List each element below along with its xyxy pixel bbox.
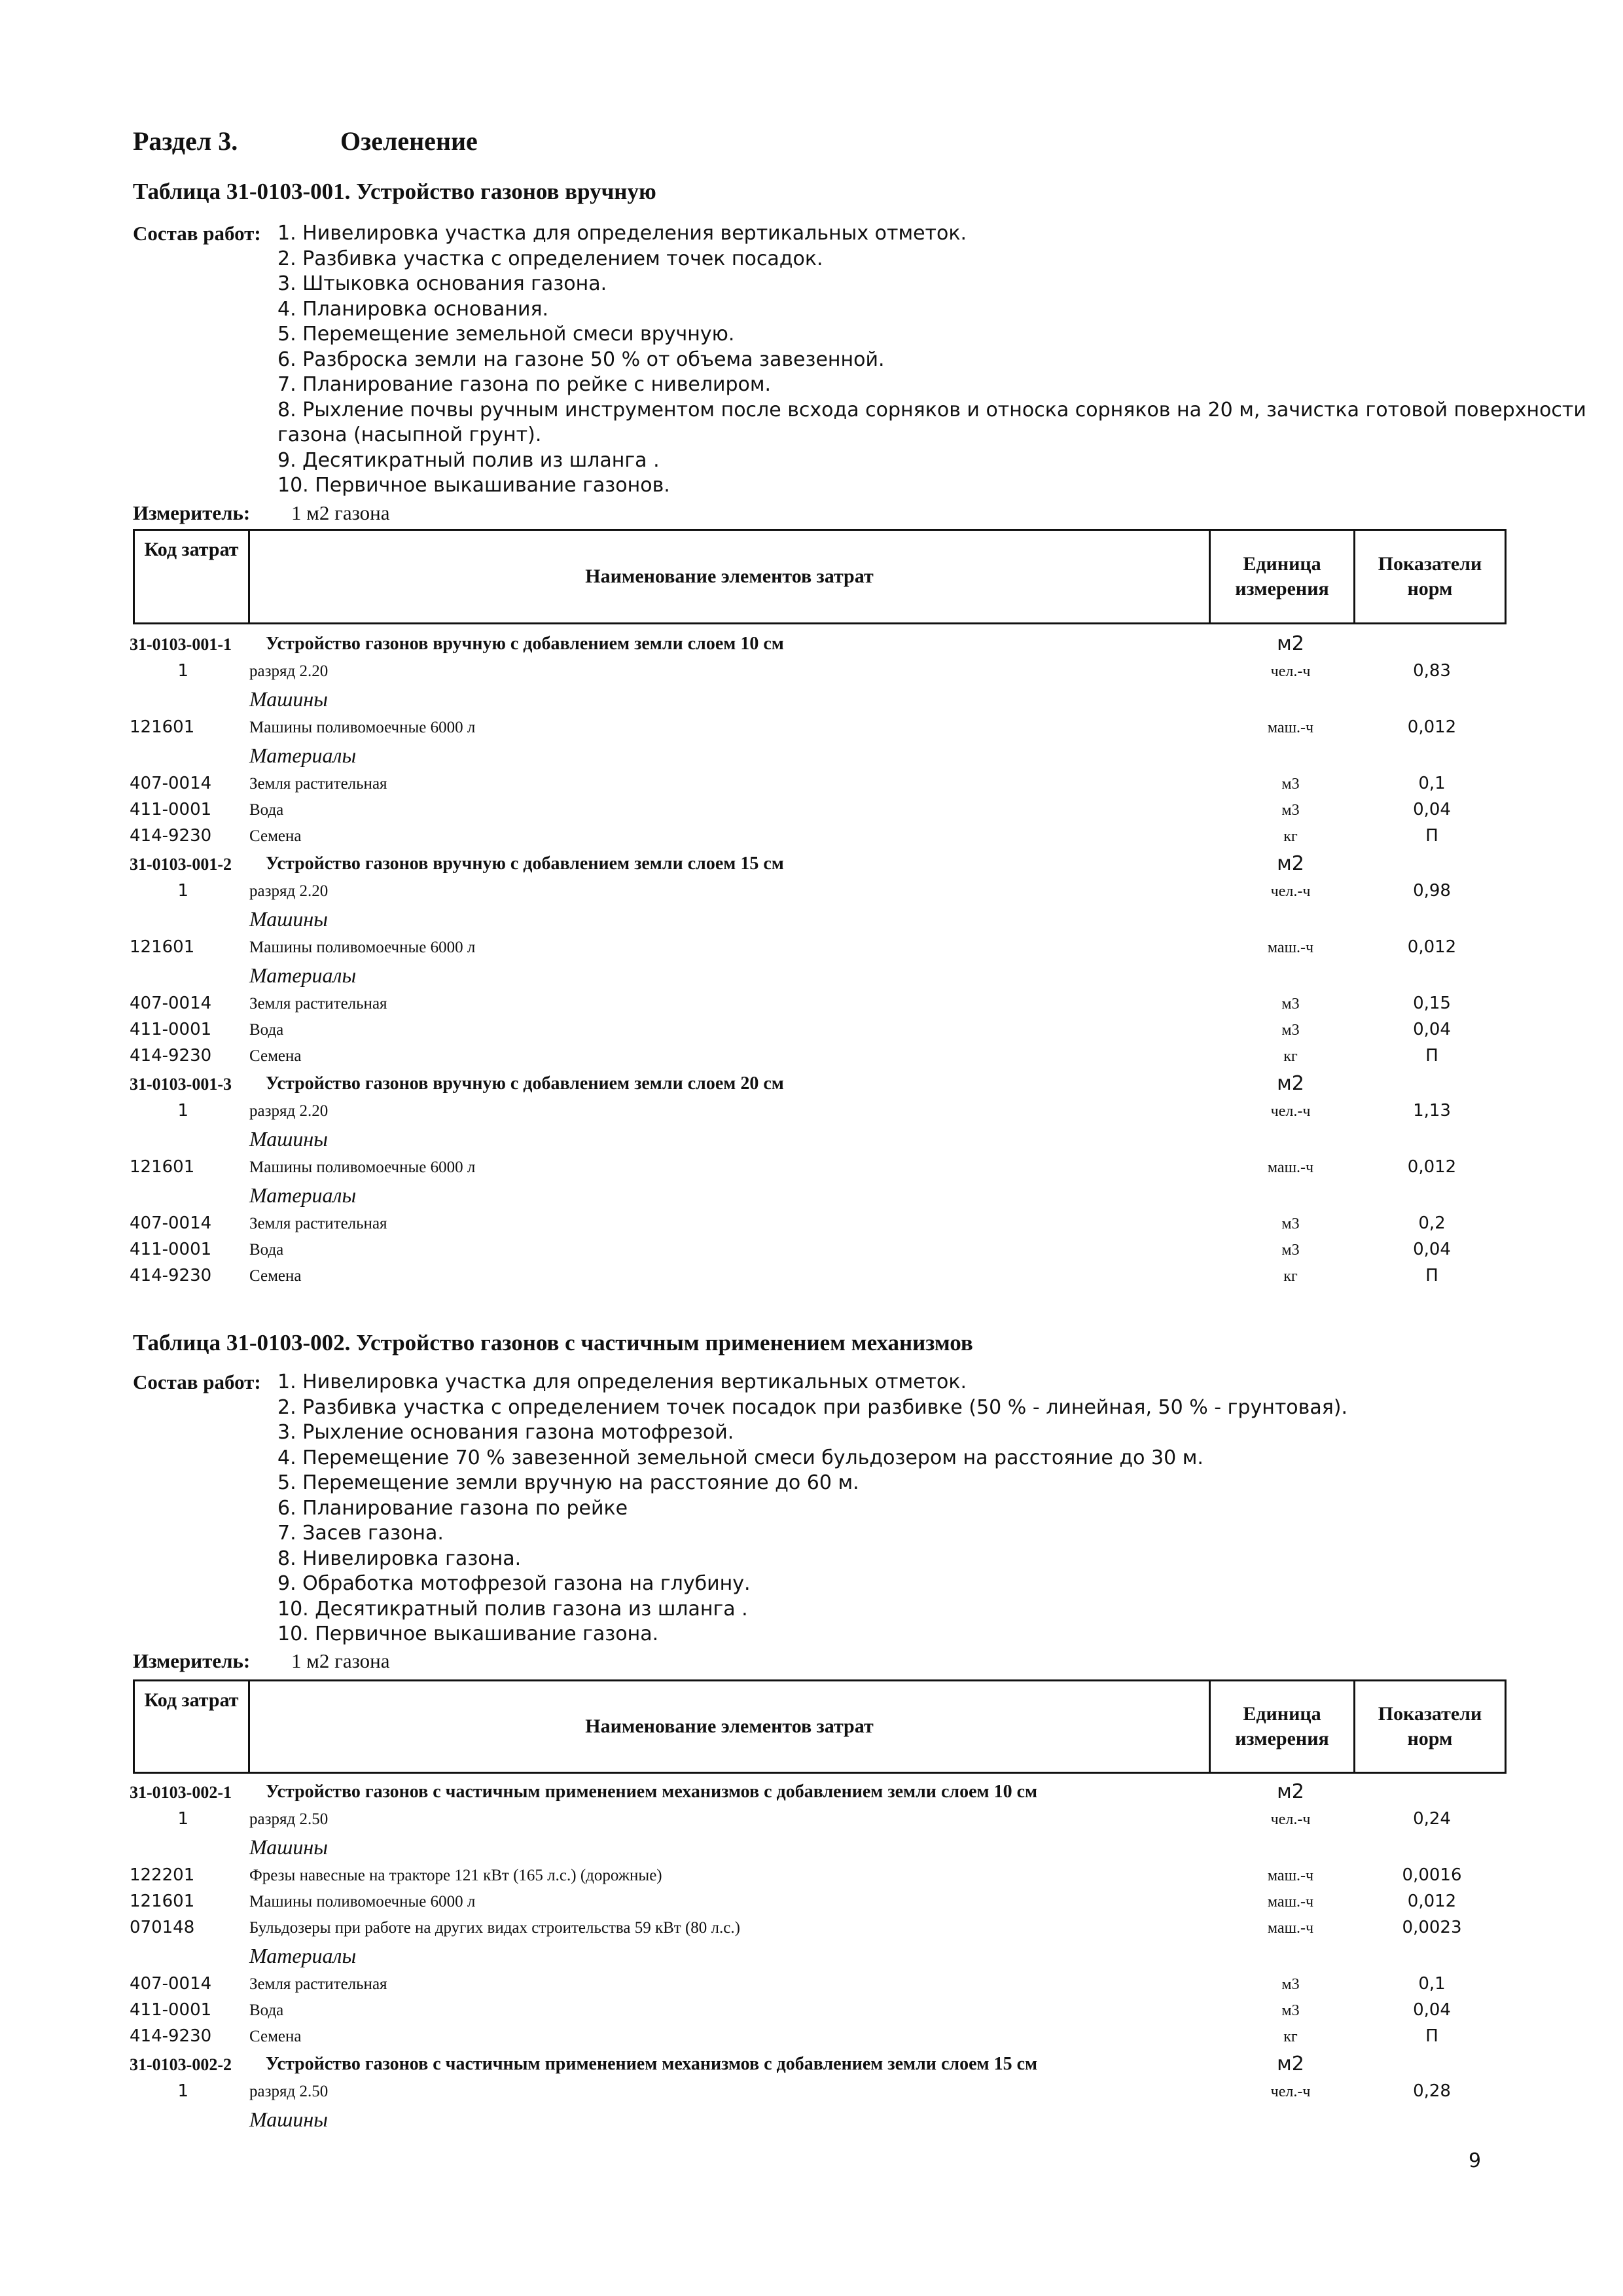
row-code: 31-0103-002-1	[130, 1783, 232, 1802]
row-value: П	[1425, 826, 1438, 846]
row-name: Семена	[249, 1267, 302, 1285]
row-unit: кг	[1283, 2028, 1298, 2045]
row-value: 0,012	[1407, 717, 1457, 737]
row-unit: маш.-ч	[1267, 1920, 1314, 1937]
table1-measure-value: 1 м2 газона	[291, 501, 390, 524]
row-unit: м2	[1277, 632, 1304, 655]
row-value: 0,012	[1407, 1892, 1457, 1911]
row-code: 414-9230	[130, 826, 212, 846]
row-value: 0,04	[1413, 1240, 1451, 1259]
work-item: 10. Первичное выкашивание газона.	[277, 1623, 659, 1645]
row-name: Вода	[249, 2001, 284, 2019]
table1-work-label: Состав работ:	[133, 222, 261, 245]
row-unit: маш.-ч	[1267, 939, 1314, 956]
row-unit: м3	[1281, 1215, 1300, 1232]
work-item: 5. Перемещение земли вручную на расстояние до 60 м.	[277, 1471, 859, 1494]
table1-header-code: Код затрат	[144, 539, 239, 560]
work-item: 6. Разброска земли на газоне 50 % от объема завезенной.	[277, 348, 885, 371]
work-item: 3. Рыхление основания газона мотофрезой.	[277, 1421, 734, 1444]
row-name: разряд 2.50	[249, 2083, 329, 2100]
row-code: 1	[177, 881, 188, 901]
row-unit: маш.-ч	[1267, 719, 1314, 736]
row-name: разряд 2.20	[249, 882, 329, 900]
row-name: Устройство газонов вручную с добавлением земли слоем 10 см	[266, 634, 784, 654]
row-code: 414-9230	[130, 2026, 212, 2046]
table1-header	[133, 529, 1507, 624]
row-unit: м3	[1281, 1022, 1300, 1039]
table2-header	[133, 1679, 1507, 1774]
row-unit: чел.-ч	[1270, 663, 1311, 680]
row-value: П	[1425, 2026, 1438, 2046]
row-name: Устройство газонов вручную с добавлением земли слоем 15 см	[266, 853, 784, 874]
row-unit: м2	[1277, 1780, 1304, 1803]
row-code: 1	[177, 661, 188, 681]
row-code: 121601	[130, 1892, 195, 1911]
row-name: Машины поливомоечные 6000 л	[249, 939, 476, 956]
row-code: 1	[177, 1809, 188, 1829]
row-code: 411-0001	[130, 800, 212, 819]
row-unit: маш.-ч	[1267, 1159, 1314, 1176]
row-name: Устройство газонов вручную с добавлением земли слоем 20 см	[266, 1073, 784, 1094]
row-unit: м3	[1281, 1242, 1300, 1259]
row-unit: маш.-ч	[1267, 1867, 1314, 1884]
table2-measure-label: Измеритель:	[133, 1649, 251, 1672]
row-unit: м3	[1281, 776, 1300, 793]
table1-header-norm: Показатели норм	[1353, 531, 1505, 622]
row-code: 411-0001	[130, 1240, 212, 1259]
row-name: Семена	[249, 827, 302, 845]
row-category: Материалы	[249, 1944, 357, 1967]
row-value: 0,04	[1413, 800, 1451, 819]
row-value: 0,04	[1413, 1020, 1451, 1039]
row-code: 31-0103-001-1	[130, 635, 232, 654]
table1-measure-label: Измеритель:	[133, 501, 251, 524]
row-unit: м2	[1277, 852, 1304, 875]
section-label: Раздел 3.	[133, 126, 238, 156]
work-item: 10. Десятикратный полив газона из шланга .	[277, 1597, 748, 1621]
row-name: Земля растительная	[249, 1215, 387, 1232]
work-item: 1. Нивелировка участка для определения вертикальных отметок.	[277, 222, 967, 245]
row-unit: м3	[1281, 1976, 1300, 1993]
row-value: П	[1425, 1046, 1438, 1066]
row-unit: маш.-ч	[1267, 1893, 1314, 1910]
table2-measure-value: 1 м2 газона	[291, 1649, 390, 1672]
work-item: 4. Планировка основания.	[277, 297, 549, 321]
row-code: 414-9230	[130, 1046, 212, 1066]
row-code: 31-0103-001-2	[130, 855, 232, 874]
row-name: разряд 2.20	[249, 662, 329, 680]
row-code: 407-0014	[130, 994, 212, 1013]
work-item: 8. Рыхление почвы ручным инструментом после всхода сорняков и относка сорняков на 20 м, зачистка готовой поверхности	[277, 398, 1586, 422]
work-item: 2. Разбивка участка с определением точек посадок.	[277, 247, 823, 270]
row-code: 121601	[130, 1157, 195, 1177]
row-name: Машины поливомоечные 6000 л	[249, 1893, 476, 1910]
row-code: 121601	[130, 717, 195, 737]
row-unit: м3	[1281, 2002, 1300, 2019]
row-code: 122201	[130, 1865, 195, 1885]
row-category: Машины	[249, 1835, 328, 1859]
row-name: Семена	[249, 2028, 302, 2045]
row-name: Вода	[249, 1241, 284, 1259]
work-item: 8. Нивелировка газона.	[277, 1547, 522, 1570]
row-unit: кг	[1283, 828, 1298, 845]
row-code: 31-0103-001-3	[130, 1075, 232, 1094]
table2-title: Таблица 31-0103-002. Устройство газонов с частичным применением механизмов	[133, 1330, 973, 1355]
row-unit: м2	[1277, 1072, 1304, 1095]
row-code: 411-0001	[130, 2000, 212, 2020]
row-unit: чел.-ч	[1270, 2083, 1311, 2100]
row-value: 0,1	[1418, 774, 1446, 793]
row-name: Устройство газонов с частичным применением механизмов с добавлением земли слоем 10 см	[266, 1782, 1038, 1802]
row-unit: м2	[1277, 2053, 1304, 2075]
row-unit: чел.-ч	[1270, 1811, 1311, 1828]
row-code: 407-0014	[130, 774, 212, 793]
row-code: 407-0014	[130, 1974, 212, 1994]
row-code: 070148	[130, 1918, 195, 1937]
work-item: 7. Планирование газона по рейке с нивелиром.	[277, 373, 772, 396]
row-name: Машины поливомоечные 6000 л	[249, 719, 476, 736]
row-unit: чел.-ч	[1270, 1103, 1311, 1120]
work-item: 6. Планирование газона по рейке	[277, 1496, 628, 1520]
row-category: Машины	[249, 907, 328, 931]
table2-header-code: Код затрат	[144, 1689, 239, 1711]
row-value: П	[1425, 1266, 1438, 1285]
row-name: Машины поливомоечные 6000 л	[249, 1158, 476, 1176]
row-name: Земля растительная	[249, 1975, 387, 1993]
row-code: 1	[177, 1101, 188, 1121]
row-category: Машины	[249, 687, 328, 711]
row-name: разряд 2.50	[249, 1810, 329, 1828]
table2-header-name: Наименование элементов затрат	[248, 1681, 1209, 1772]
work-item: 3. Штыковка основания газона.	[277, 272, 607, 295]
row-name: Бульдозеры при работе на других видах строительства 59 кВт (80 л.с.)	[249, 1919, 740, 1937]
row-name: разряд 2.20	[249, 1102, 329, 1120]
row-name: Фрезы навесные на тракторе 121 кВт (165 л.с.) (дорожные)	[249, 1867, 662, 1884]
row-name: Семена	[249, 1047, 302, 1065]
work-item: 1. Нивелировка участка для определения вертикальных отметок.	[277, 1371, 967, 1393]
table2-header-unit: Единица измерения	[1209, 1681, 1353, 1772]
row-value: 0,83	[1413, 661, 1451, 681]
row-category: Машины	[249, 2108, 328, 2131]
row-value: 0,012	[1407, 937, 1457, 957]
row-value: 0,15	[1413, 994, 1451, 1013]
table1-title: Таблица 31-0103-001. Устройство газонов вручную	[133, 179, 656, 204]
row-unit: м3	[1281, 802, 1300, 819]
row-value: 0,2	[1418, 1213, 1446, 1233]
work-item: 9. Десятикратный полив из шланга .	[277, 448, 660, 472]
row-code: 1	[177, 2081, 188, 2101]
table1-header-name: Наименование элементов затрат	[248, 531, 1209, 622]
row-unit: м3	[1281, 996, 1300, 1013]
work-item: 2. Разбивка участка с определением точек посадок при разбивке (50 % - линейная, 50 % - грунтовая).	[277, 1395, 1348, 1419]
work-item: газона (насыпной грунт).	[277, 423, 542, 446]
row-category: Материалы	[249, 963, 357, 987]
work-item: 4. Перемещение 70 % завезенной земельной смеси бульдозером на расстояние до 30 м.	[277, 1446, 1204, 1469]
row-name: Земля растительная	[249, 995, 387, 1013]
row-value: 0,0023	[1402, 1918, 1462, 1937]
row-code: 121601	[130, 937, 195, 957]
row-name: Вода	[249, 1021, 284, 1039]
row-name: Устройство газонов с частичным применением механизмов с добавлением земли слоем 15 см	[266, 2054, 1038, 2074]
row-value: 0,98	[1413, 881, 1451, 901]
row-value: 0,012	[1407, 1157, 1457, 1177]
page-number: 9	[1469, 2149, 1482, 2172]
row-name: Вода	[249, 801, 284, 819]
work-item: 7. Засев газона.	[277, 1522, 444, 1545]
row-unit: чел.-ч	[1270, 883, 1311, 900]
row-category: Материалы	[249, 744, 357, 767]
row-code: 414-9230	[130, 1266, 212, 1285]
row-value: 0,28	[1413, 2081, 1451, 2101]
work-item: 10. Первичное выкашивание газонов.	[277, 474, 670, 497]
work-item: 5. Перемещение земельной смеси вручную.	[277, 323, 735, 346]
row-value: 0,04	[1413, 2000, 1451, 2020]
row-unit: кг	[1283, 1048, 1298, 1065]
row-code: 411-0001	[130, 1020, 212, 1039]
row-value: 0,1	[1418, 1974, 1446, 1994]
row-value: 0,24	[1413, 1809, 1451, 1829]
row-name: Земля растительная	[249, 775, 387, 793]
row-code: 31-0103-002-2	[130, 2055, 232, 2074]
row-category: Машины	[249, 1127, 328, 1151]
table2-work-label: Состав работ:	[133, 1371, 261, 1393]
row-code: 407-0014	[130, 1213, 212, 1233]
table2-header-norm: Показатели норм	[1353, 1681, 1505, 1772]
row-unit: кг	[1283, 1268, 1298, 1285]
work-item: 9. Обработка мотофрезой газона на глубину.	[277, 1572, 751, 1595]
row-value: 1,13	[1413, 1101, 1451, 1121]
table1-header-unit: Единица измерения	[1209, 531, 1353, 622]
row-category: Материалы	[249, 1183, 357, 1207]
section-title: Озеленение	[340, 126, 478, 156]
row-value: 0,0016	[1402, 1865, 1462, 1885]
